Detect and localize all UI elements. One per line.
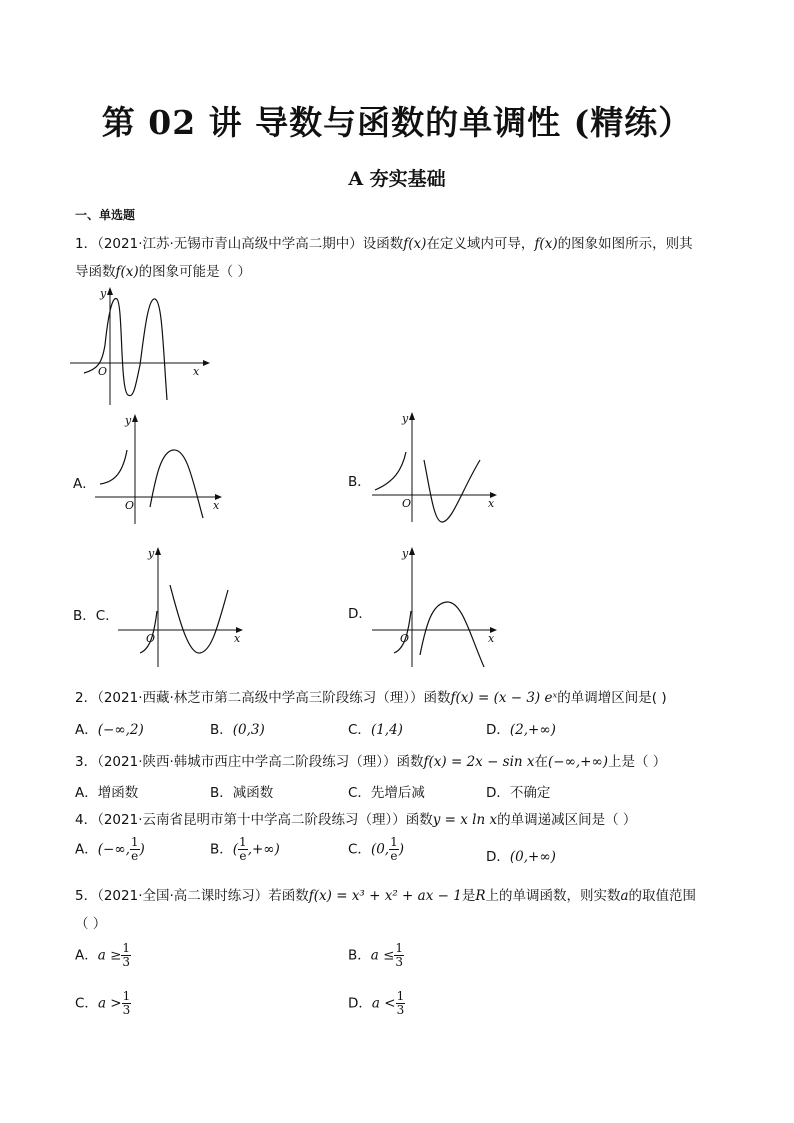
q2-stem: 2．（2021·西藏·林芝市第二高级中学高三阶段练习（理））函数f(x) = (x − 3) eˣ的单调增区间是( ) (75, 690, 667, 706)
svg-text:O: O (402, 497, 412, 510)
section-subtitle: A 夯实基础 (348, 168, 446, 190)
q1-function-graph (70, 285, 210, 410)
q1-option-a-label[interactable]: A． (73, 476, 96, 492)
q3-option-a[interactable]: A．增函数 (75, 785, 139, 801)
q1-option-b-label[interactable]: B． (348, 474, 371, 490)
q4-option-b[interactable]: B．( $\frac{1}{e}$ ,+∞) (210, 835, 280, 863)
q4-option-a[interactable]: A．(−∞, $\frac{1}{e}$ ) (75, 835, 145, 863)
q5-option-a[interactable]: A．a ≥ $\frac{1}{3}$ (75, 941, 131, 969)
page-title: 第 02 讲 导数与函数的单调性 (精练） (101, 103, 693, 142)
q1-option-c-graph[interactable] (118, 545, 248, 670)
q4-option-c[interactable]: C．(0, $\frac{1}{e}$ ) (348, 835, 405, 863)
q5-option-d[interactable]: D．a < $\frac{1}{3}$ (348, 989, 405, 1017)
svg-text:O: O (146, 632, 156, 645)
svg-text:y: y (125, 414, 132, 427)
q3-option-c[interactable]: C．先增后减 (348, 785, 425, 801)
q2-option-c[interactable]: C．(1,4) (348, 722, 403, 738)
q1-option-d-graph[interactable] (372, 545, 502, 670)
q1-option-d-label[interactable]: D． (348, 606, 372, 622)
q4-stem: 4．（2021·云南省昆明市第十中学高二阶段练习（理））函数y = x ln x的单调递减区间是（ ） (75, 812, 637, 828)
svg-text:y: y (148, 547, 155, 560)
q2-option-a[interactable]: A．(−∞,2) (75, 722, 144, 738)
q3-stem: 3．（2021·陕西·韩城市西庄中学高二阶段练习（理））函数f(x) = 2x − sin x在(−∞,+∞)上是（ ） (75, 754, 667, 770)
q2-option-b[interactable]: B．(0,3) (210, 722, 265, 738)
q1-option-c-label[interactable]: B．C． (73, 608, 119, 624)
svg-text:y: y (402, 412, 409, 425)
q1-option-a-graph[interactable] (95, 412, 225, 527)
svg-text:O: O (125, 499, 135, 512)
svg-text:x: x (488, 632, 495, 645)
svg-text:x: x (488, 497, 495, 510)
q1-stem-line2: 导函数f(x)的图象可能是（ ） (75, 264, 251, 280)
y-axis-label: y (100, 287, 107, 300)
q4-option-d[interactable]: D．(0,+∞) (486, 849, 556, 865)
q5-stem-line2: （ ） (75, 916, 107, 932)
q3-option-b[interactable]: B．减函数 (210, 785, 274, 801)
origin-label: O (98, 365, 108, 378)
svg-text:x: x (213, 499, 220, 512)
svg-text:x: x (234, 632, 241, 645)
q3-option-d[interactable]: D．不确定 (486, 785, 551, 801)
question-type-heading: 一、单选题 (75, 208, 136, 222)
q5-option-b[interactable]: B．a ≤ $\frac{1}{3}$ (348, 941, 404, 969)
x-axis-label: x (193, 365, 200, 378)
svg-text:O: O (400, 632, 410, 645)
q5-stem-line1: 5．（2021·全国·高二课时练习）若函数f(x) = x³ + x² + ax − 1是R上的单调函数，则实数a的取值范围 (75, 888, 697, 904)
svg-text:y: y (402, 547, 409, 560)
q1-stem-line1: 1．（2021·江苏·无锡市青山高级中学高二期中）设函数f(x)在定义域内可导，f(x)的图象如图所示，则其 (75, 236, 693, 252)
q1-option-b-graph[interactable] (372, 410, 502, 525)
q5-option-c[interactable]: C．a > $\frac{1}{3}$ (75, 989, 131, 1017)
q2-option-d[interactable]: D．(2,+∞) (486, 722, 556, 738)
